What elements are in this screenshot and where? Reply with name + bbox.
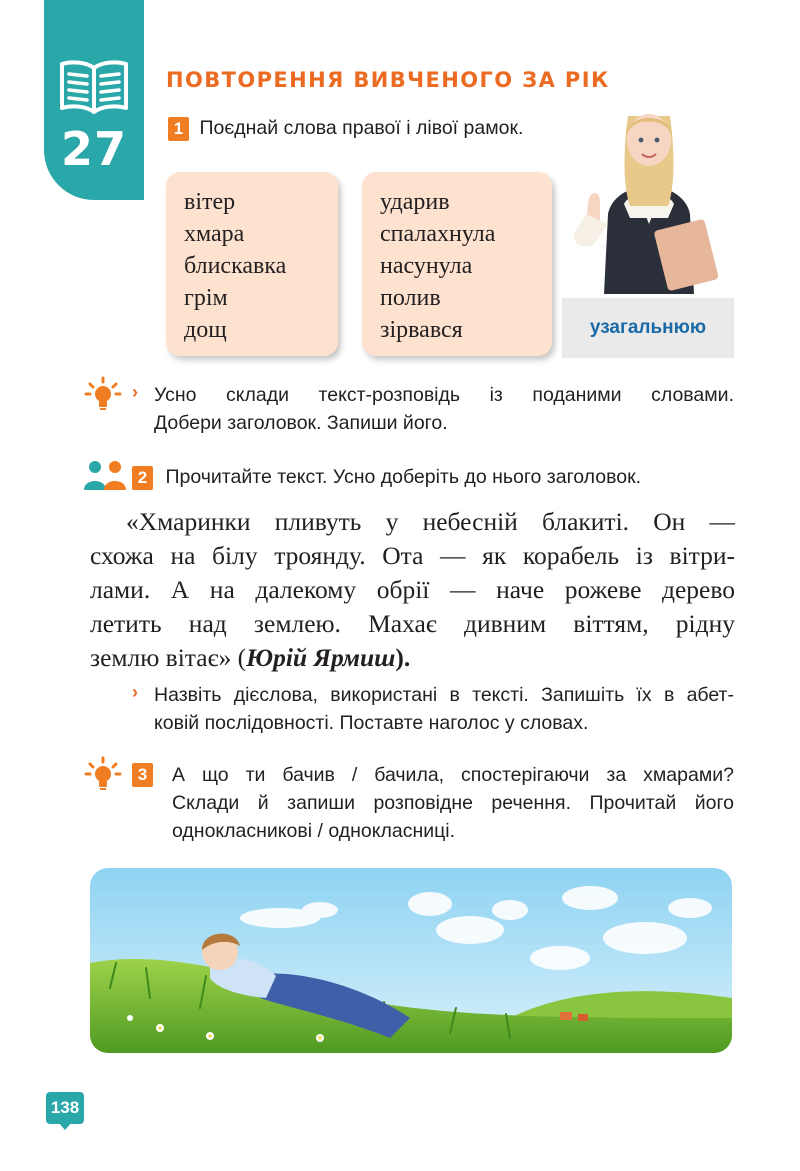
right-word: спалахнула [380, 221, 496, 247]
task2-text: Прочитайте текст. Усно доберіть до нього заголовок. [165, 466, 642, 488]
task1-number: 1 [168, 117, 189, 141]
reading-text [90, 505, 735, 675]
task3-text [172, 761, 734, 845]
lesson-title: ПОВТОРЕННЯ ВИВЧЕНОГО ЗА РІК [166, 68, 610, 92]
right-word-box [362, 172, 552, 356]
text-end: землю вітає» ( [90, 643, 247, 672]
task3-line: Склади й запиши розповідне речення. Прочитай його [172, 792, 734, 814]
right-word: ударив [380, 189, 450, 215]
left-word: грім [184, 285, 228, 311]
text-line: «Хмаринки пливуть у небесній блакиті. Он — [126, 507, 735, 536]
boy-watching-clouds-image [90, 868, 732, 1053]
task3-line: однокласникові / однокласниці. [172, 820, 456, 842]
task1-text: Поєднай слова правої і лівої рамок. [199, 117, 524, 139]
text-line: схожа на білу троянду. Ота — як корабель із вітри- [90, 541, 735, 570]
left-word-box [166, 172, 338, 356]
lightbulb-icon [84, 756, 122, 792]
author-name: Юрій Ярмиш [246, 643, 396, 672]
page-number: 138 [46, 1092, 84, 1124]
left-word: блискавка [184, 253, 287, 279]
task3-line: А що ти бачив / бачила, спостерігаючи за хмарами? [172, 764, 734, 786]
right-word: насунула [380, 253, 473, 279]
hint1-line: Добери заголовок. Запиши його. [154, 412, 448, 434]
task2-number: 2 [132, 466, 153, 490]
girl-thumbs-up-image [564, 94, 734, 294]
closing-punct: ). [395, 643, 411, 672]
open-book-icon [58, 58, 130, 114]
arrow-icon: › [132, 382, 138, 402]
left-word: дощ [184, 317, 227, 343]
right-word: зірвався [380, 317, 463, 343]
text-line: летить над землею. Махає дивним віттям, рідну [90, 609, 735, 638]
text-line-last [90, 641, 735, 675]
page-number-tail [58, 1122, 72, 1130]
generalize-label: узагальнюю [562, 298, 734, 358]
subtask-line: Назвіть дієслова, використані в тексті. Запишіть їх в абет- [154, 684, 734, 706]
subtask-line: ковій послідовності. Поставте наголос у словах. [154, 712, 589, 734]
arrow-icon: › [132, 682, 138, 702]
pair-work-icon [84, 460, 126, 490]
task2-heading [132, 463, 641, 491]
hint1-text [154, 381, 734, 437]
lesson-badge [44, 0, 144, 200]
left-word: хмара [184, 221, 245, 247]
lightbulb-icon [84, 376, 122, 412]
right-word: полив [380, 285, 441, 311]
hint1-line: Усно склади текст-розповідь із поданими словами. [154, 384, 734, 406]
task2-subtask [154, 681, 734, 737]
lesson-number: 27 [60, 122, 127, 176]
text-line: лами. А на далекому обрії — наче рожеве дерево [90, 575, 735, 604]
left-word: вітер [184, 189, 236, 215]
task1-heading [168, 114, 523, 142]
task3-number: 3 [132, 763, 153, 787]
